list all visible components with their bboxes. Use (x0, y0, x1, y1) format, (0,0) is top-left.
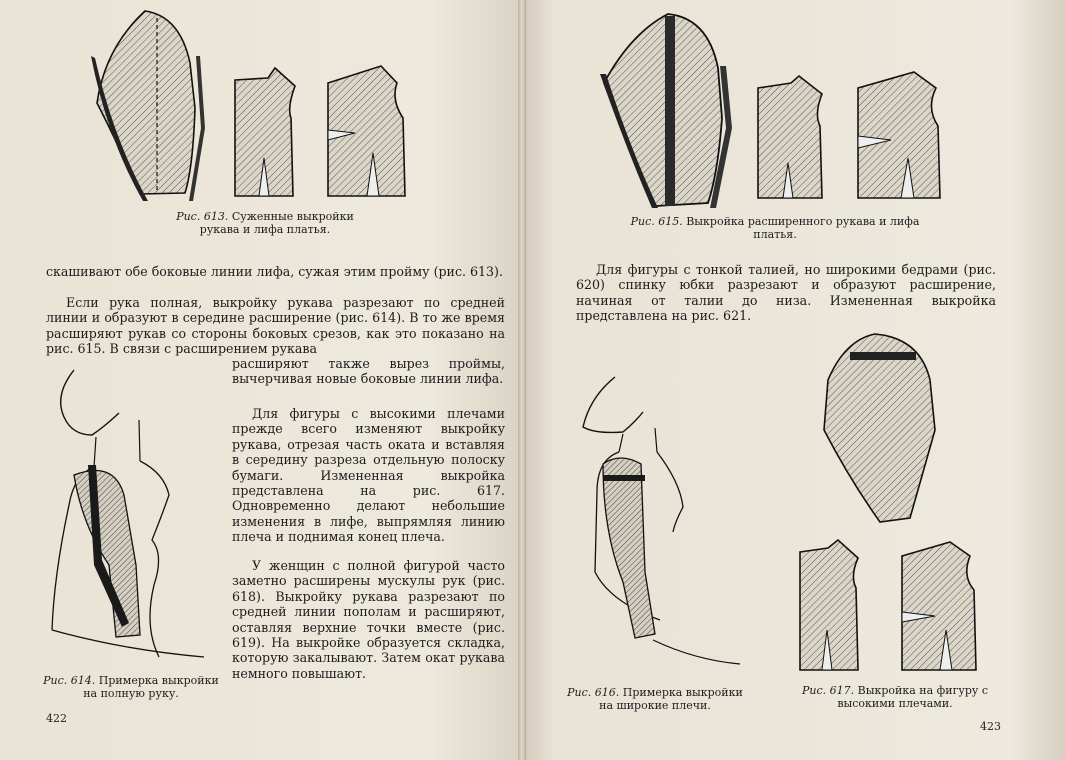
fig-616-illustration (575, 372, 750, 682)
fig-615-caption: Рис. 615. Выкройка расширенного рукава и лифа платья. (630, 215, 920, 241)
left-paragraph-2-continued: расширяют также вырез проймы, вычерчивая новые боковые линии лифа. (232, 356, 505, 387)
page-number-left: 422 (46, 712, 67, 725)
fig-614-caption: Рис. 614. Примерка выкройки на полную руку. (43, 674, 219, 700)
fig-613-caption: Рис. 613. Суженные выкройки рукава и лифа платья. (176, 210, 354, 236)
book-gutter (518, 0, 526, 760)
fig-613-illustration (85, 8, 430, 204)
fig-616-caption: Рис. 616. Примерка выкройки на широкие плечи. (567, 686, 743, 712)
left-paragraph-1: скашивают обе боковые линии лифа, сужая этим пройму (рис. 613). (46, 264, 503, 279)
left-paragraph-3: Для фигуры с высокими плечами прежде всего изменяют выкройку рукава, отрезая часть оката и вставляя в середину разреза отдельную полоску бумаги. Измененная выкройка представлена на рис. 617. Одновременно делают небольшие изменения в лифе, выпрямляя линию плеча и поднимая конец плеча. (232, 406, 505, 545)
fig-614-illustration (44, 365, 224, 675)
fig-617-illustration (790, 330, 990, 680)
fig-617-caption: Рис. 617. Выкройка на фигуру с высокими плечами. (801, 684, 988, 710)
right-paragraph-1: Для фигуры с тонкой талией, но широкими бедрами (рис. 620) спинку юбки разрезают и образуют расширение, начиная от талии до низа. Измененная выкройка представлена на рис. 621. (576, 262, 996, 324)
left-paragraph-2: Если рука полная, выкройку рукава разрезают по средней линии и образуют в середине расширение (рис. 614). В то же время расширяют рукав со стороны боковых срезов, как это показано на рис. 615. В связи с расширением рукава (46, 295, 505, 357)
left-paragraph-4: У женщин с полной фигурой часто заметно расширены мускулы рук (рис. 618). Выкройку рукава разрезают по средней линии пополам и расширяют, оставляя верхние точки вместе (рис. 619). На выкройке образуется складка, которую закалывают. Затем окат рукава немного повышают. (232, 558, 505, 681)
fig-615-illustration (596, 8, 956, 213)
page-number-right: 423 (980, 720, 1001, 733)
